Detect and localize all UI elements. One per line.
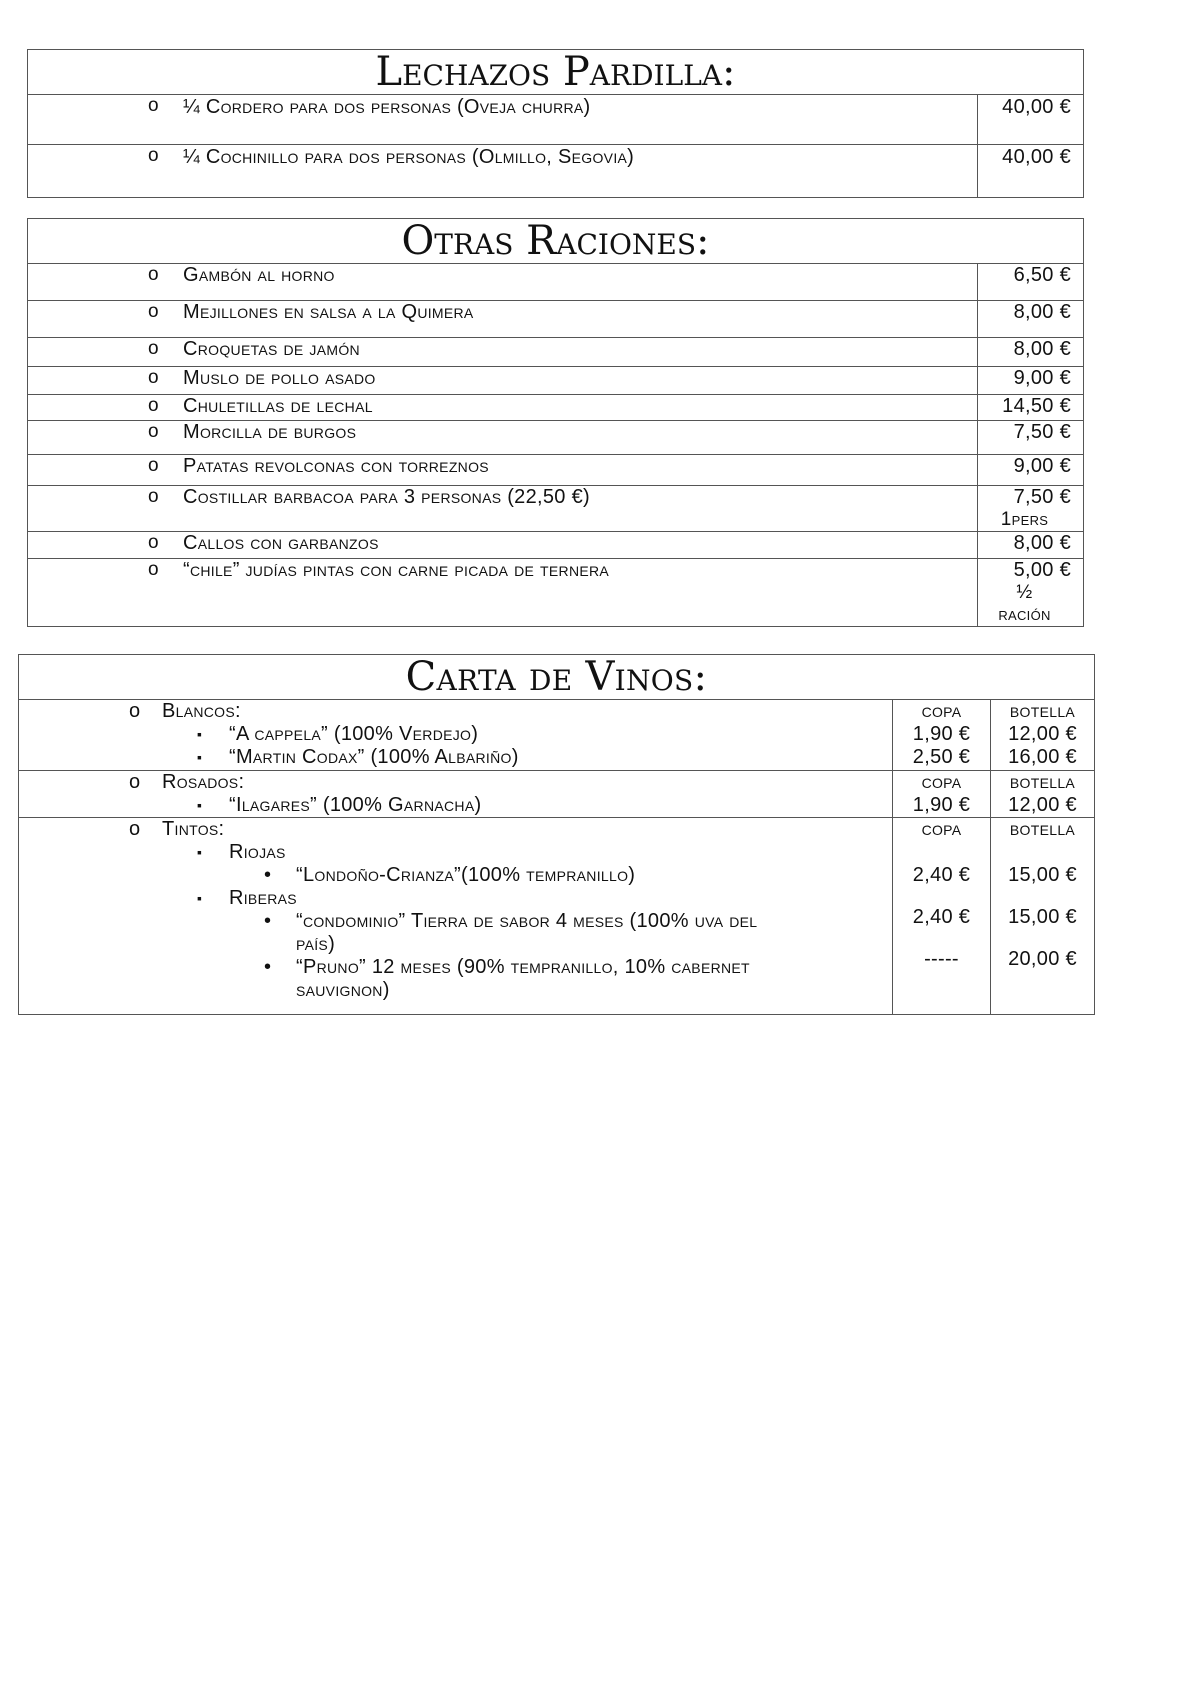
bullet-icon: o	[148, 95, 159, 116]
wine-name: “A cappela” (100% Verdejo)	[229, 723, 479, 745]
item-price: 9,00 €	[978, 455, 1084, 486]
lechazos-title: Lechazos Pardilla:	[28, 50, 1084, 95]
menu-row	[28, 559, 1084, 627]
bullet-icon: o	[148, 338, 159, 359]
item-name: Morcilla de burgos	[183, 421, 357, 443]
bullet-icon: o	[148, 301, 159, 322]
col-botella-header: botella	[1009, 818, 1076, 840]
col-copa-header: copa	[921, 818, 962, 840]
item-price: 8,00 €	[978, 532, 1084, 559]
item-name: Muslo de pollo asado	[183, 367, 376, 389]
wine-category: Blancos:	[162, 700, 241, 722]
wine-price-botella: 15,00 €	[1008, 906, 1077, 928]
wine-name: “condominio” Tierra de sabor 4 meses (100% uva del	[296, 910, 758, 932]
menu-row	[28, 301, 1084, 338]
wine-category: Tintos:	[162, 818, 225, 840]
wine-name: “Martin Codax” (100% Albariño)	[229, 746, 519, 768]
item-name: “chile” judías pintas con carne picada de ternera	[183, 559, 610, 581]
raciones-table	[27, 218, 1084, 627]
wine-name: “Londoño-Crianza”(100% tempranillo)	[296, 864, 636, 886]
item-price: 7,50 €	[978, 421, 1084, 455]
wine-name-cont: sauvignon)	[296, 979, 390, 1001]
bullet-icon: •	[264, 864, 272, 886]
wine-category: Rosados:	[162, 771, 245, 793]
wine-name-cont: país)	[296, 933, 336, 955]
bullet-icon: •	[264, 910, 272, 932]
item-name: ¼ Cordero para dos personas (Oveja churra)	[183, 96, 591, 118]
bullet-icon: o	[148, 264, 159, 285]
bullet-icon: o	[148, 559, 159, 580]
wine-price-copa: 2,40 €	[912, 906, 971, 928]
wine-group-blancos	[19, 700, 1095, 771]
bullet-icon: o	[148, 395, 159, 416]
item-name: Callos con garbanzos	[183, 532, 379, 554]
item-name: ¼ Cochinillo para dos personas (Olmillo, Segovia)	[183, 146, 635, 168]
wine-price-botella: 12,00 €	[1008, 794, 1077, 816]
wine-name: “Ilagares” (100% Garnacha)	[229, 794, 482, 816]
menu-row	[28, 532, 1084, 559]
item-price: 8,00 €	[978, 301, 1084, 338]
menu-row	[28, 395, 1084, 421]
item-price: 9,00 €	[978, 367, 1084, 395]
menu-row	[28, 367, 1084, 395]
bullet-icon: o	[129, 771, 141, 793]
menu-row	[28, 421, 1084, 455]
bullet-icon: o	[148, 367, 159, 388]
raciones-title: Otras Raciones:	[28, 219, 1084, 264]
bullet-icon: o	[148, 455, 159, 476]
item-price: 40,00 €	[978, 145, 1084, 198]
price-note: ½	[1016, 582, 1033, 603]
item-price: 7,50 €	[1013, 486, 1072, 508]
wine-group-rosados	[19, 771, 1095, 818]
bullet-icon: o	[148, 486, 159, 507]
wine-subcategory: Riojas	[229, 841, 286, 863]
wine-price-botella: 20,00 €	[1008, 948, 1077, 970]
wine-price-botella: 15,00 €	[1008, 864, 1077, 886]
menu-row	[28, 264, 1084, 301]
wine-price-copa: 2,50 €	[912, 746, 971, 768]
item-name: Gambón al horno	[183, 264, 335, 286]
bullet-icon: ▪	[197, 797, 203, 813]
col-copa-header: copa	[921, 771, 962, 793]
menu-row	[28, 455, 1084, 486]
bullet-icon: o	[148, 421, 159, 442]
bullet-icon: o	[129, 818, 141, 840]
menu-row	[28, 95, 1084, 145]
item-price-cell	[978, 559, 1084, 627]
menu-row	[28, 486, 1084, 532]
bullet-icon: o	[129, 700, 141, 722]
price-note: ración	[998, 604, 1051, 625]
item-name: Croquetas de jamón	[183, 338, 360, 360]
item-price-cell	[978, 486, 1084, 532]
lechazos-table	[27, 49, 1084, 198]
item-name: Chuletillas de lechal	[183, 395, 373, 417]
wine-price-copa: 1,90 €	[912, 794, 971, 816]
bullet-icon: ▪	[197, 726, 203, 742]
vinos-title: Carta de Vinos:	[19, 655, 1095, 700]
wine-price-copa: -----	[924, 948, 959, 970]
menu-row	[28, 338, 1084, 367]
col-botella-header: botella	[1009, 700, 1076, 722]
wine-name: “Pruno” 12 meses (90% tempranillo, 10% cabernet	[296, 956, 750, 978]
menu-row	[28, 145, 1084, 198]
price-note: 1pers	[1000, 509, 1049, 530]
item-name: Mejillones en salsa a la Quimera	[183, 301, 474, 323]
wine-price-copa: 2,40 €	[912, 864, 971, 886]
bullet-icon: ▪	[197, 844, 203, 860]
item-name: Costillar barbacoa para 3 personas (22,50 €)	[183, 486, 590, 508]
col-copa-header: copa	[921, 700, 962, 722]
item-price: 40,00 €	[978, 95, 1084, 145]
item-price: 14,50 €	[978, 395, 1084, 421]
wine-price-botella: 16,00 €	[1008, 746, 1077, 768]
wine-price-botella: 12,00 €	[1008, 723, 1077, 745]
item-price: 8,00 €	[978, 338, 1084, 367]
bullet-icon: ▪	[197, 749, 203, 765]
wine-subcategory: Riberas	[229, 887, 297, 909]
item-price: 5,00 €	[1013, 559, 1072, 581]
item-name: Patatas revolconas con torreznos	[183, 455, 489, 477]
vinos-table	[18, 654, 1095, 1015]
bullet-icon: o	[148, 532, 159, 553]
wine-group-tintos	[19, 818, 1095, 1015]
item-price: 6,50 €	[978, 264, 1084, 301]
bullet-icon: ▪	[197, 890, 203, 906]
wine-price-copa: 1,90 €	[912, 723, 971, 745]
bullet-icon: •	[264, 956, 272, 978]
bullet-icon: o	[148, 145, 159, 166]
col-botella-header: botella	[1009, 771, 1076, 793]
